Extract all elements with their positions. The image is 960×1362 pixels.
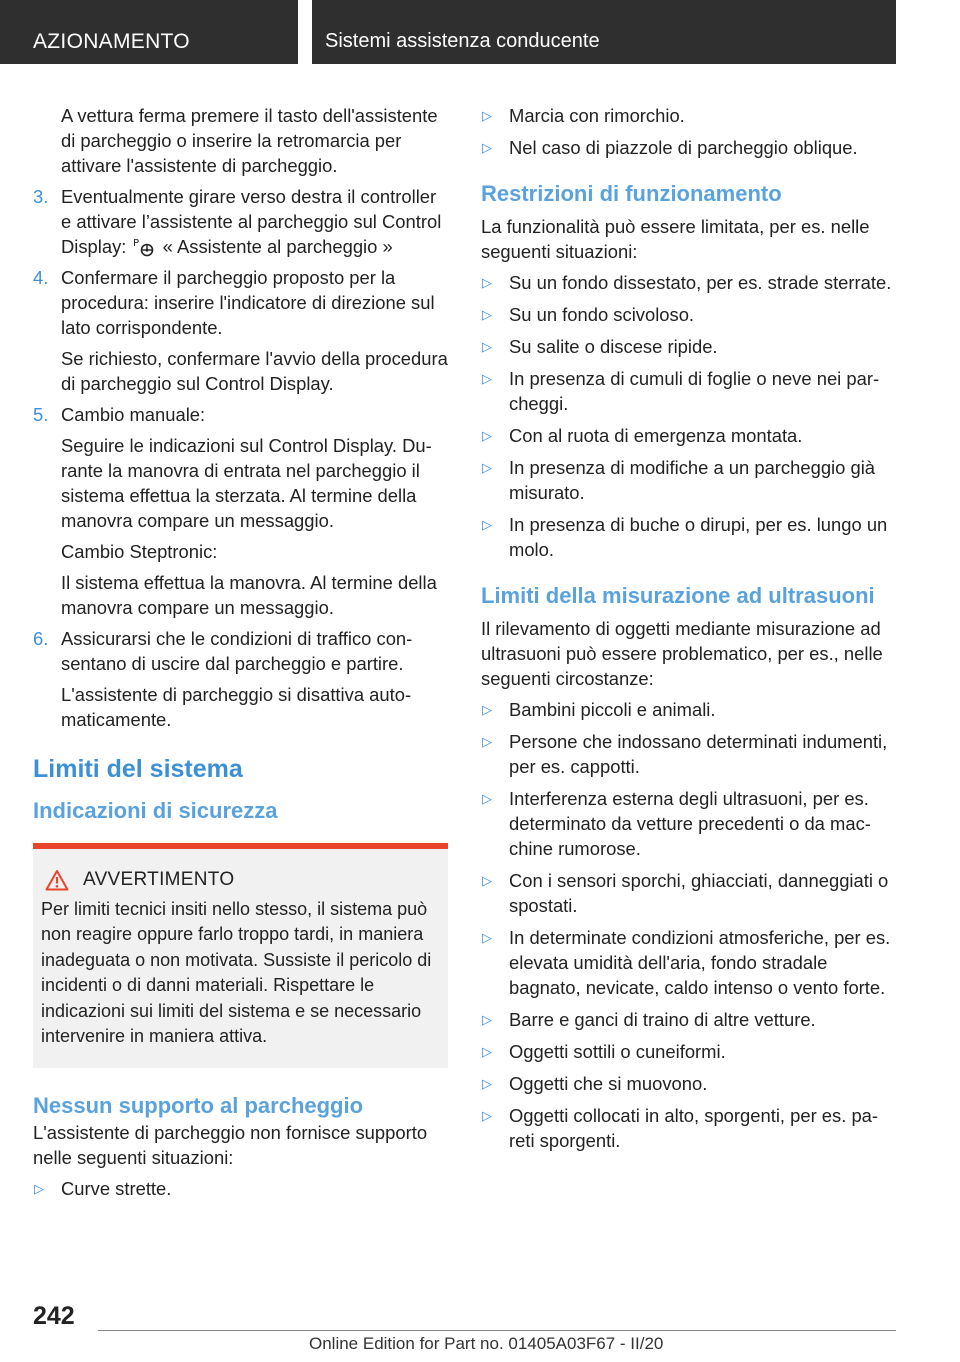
heading-safety: Indicazioni di sicurezza [33,798,278,823]
list-item-text: Nel caso di piazzole di parcheggio oblique. [509,137,858,158]
step-intro-text: A vettura ferma premere il tasto dell'assistente di parcheggio o inserire la retromarcia per attivare l'assistente di parcheggio. [61,105,438,176]
header-chapter [312,0,896,64]
list-item [33,1176,448,1201]
list-item-text: In presenza di cumuli di foglie o neve nei parcheggi. [509,368,880,414]
list-item [481,1039,896,1064]
list-item-text: Su un fondo dissestato, per es. strade sterrate. [509,272,892,293]
step-text-extra: Se richiesto, confermare l'avvio della procedura di parcheggio sul Control Display. [61,348,448,394]
triangle-bullet-icon: ▷ [482,275,492,290]
step-text: Confermare il parcheggio proposto per la procedura: inserire l'indicatore di direzione sul lato corrispondente. [61,267,435,338]
triangle-bullet-icon: ▷ [482,140,492,155]
right-column [481,103,896,1160]
footer-edition: Online Edition for Part no. 01405A03F67 - II/20 [309,1334,664,1353]
step-number: 6. [33,628,49,649]
list-item-text: Con al ruota di emergenza montata. [509,425,803,446]
triangle-bullet-icon: ▷ [482,1108,492,1123]
list-item [481,270,896,295]
parking-assistant-icon [132,237,158,257]
triangle-bullet-icon: ▷ [482,339,492,354]
step-3 [33,184,448,259]
list-item [481,334,896,359]
triangle-bullet-icon: ▷ [482,371,492,386]
step-4 [33,265,448,396]
list-item-text: In presenza di buche o dirupi, per es. lungo un molo. [509,514,888,560]
list-item [481,786,896,861]
list-item [481,925,896,1000]
step-text-extra: Seguire le indicazioni sul Control Display. Durante la manovra di entrata nel parcheggio il sistema effettua la sterzata. Al termine della manovra compare un messaggio. [61,435,432,531]
triangle-bullet-icon: ▷ [482,734,492,749]
list-item [481,1007,896,1032]
step-text-menu: « Assistente al parcheggio » [162,236,393,257]
step-text-extra: L'assistente di parcheggio si disattiva automaticamente. [61,684,412,730]
step-number: 3. [33,186,49,207]
list-item [481,423,896,448]
list-item-text: Persone che indossano determinati indumenti, per es. cappotti. [509,731,888,777]
step-5 [33,402,448,620]
list-item-text: Su salite o discese ripide. [509,336,718,357]
heading-no-parking-support: Nessun supporto al parcheggio [33,1092,364,1118]
warning-title: AVVERTIMENTO [83,869,235,890]
triangle-bullet-icon: ▷ [482,1044,492,1059]
restrictions-intro: La funzionalità può essere limitata, per es. nelle seguenti situazioni: [481,216,870,262]
header-section-label: AZIONAMENTO [33,30,190,53]
footer-divider [98,1330,896,1331]
list-item [481,1071,896,1096]
step-number: 5. [33,404,49,425]
list-item-text: Interferenza esterna degli ultrasuoni, per es. determinato da vetture precedenti o da macchine rumorose. [509,788,871,859]
header-chapter-label: Sistemi assistenza conducente [325,30,600,52]
list-item [481,103,896,128]
step-text-extra: Cambio Steptronic: [61,541,218,562]
heading-system-limits: Limiti del sistema [33,755,243,783]
list-item [481,512,896,562]
warning-title-row [41,867,440,893]
triangle-bullet-icon: ▷ [482,108,492,123]
list-item [481,135,896,160]
list-item-text: Su un fondo scivoloso. [509,304,695,325]
step-text: Assicurarsi che le condizioni di traffico consentano di uscire dal parcheggio e partire. [61,628,413,674]
svg-text:P: P [132,238,139,249]
triangle-bullet-icon: ▷ [482,517,492,532]
triangle-bullet-icon: ▷ [482,930,492,945]
no-support-intro: L'assistente di parcheggio non fornisce supporto nelle seguenti situazioni: [33,1121,428,1168]
triangle-bullet-icon: ▷ [482,873,492,888]
list-item [481,697,896,722]
triangle-bullet-icon: ▷ [482,307,492,322]
list-item-text: In determinate condizioni atmosferiche, per es. elevata umidità dell'aria, fondo stradale bagnato, nevicate, caldo intenso o vento forte. [509,927,891,998]
list-item [481,1103,896,1153]
triangle-bullet-icon: ▷ [482,791,492,806]
triangle-bullet-icon: ▷ [34,1180,44,1196]
header-section [0,0,298,64]
triangle-bullet-icon: ▷ [482,702,492,717]
heading-ultrasound-limits: Limiti della misurazione ad ultrasuoni [481,583,875,608]
list-item-text: Con i sensori sporchi, ghiacciati, danneggiati o spostati. [509,870,889,916]
list-item [481,868,896,918]
list-item-text: Bambini piccoli e animali. [509,699,716,720]
heading-restrictions: Restrizioni di funzionamento [481,181,782,206]
triangle-bullet-icon: ▷ [482,460,492,475]
step-text-extra: Il sistema effettua la manovra. Al termine della manovra compare un messaggio. [61,572,437,618]
list-item-text: In presenza di modifiche a un parcheggio già misurato. [509,457,876,503]
list-item [481,366,896,416]
step-text: Eventualmente girare verso destra il controller e attivare l’assistente al parcheggio sul Control Display: [61,186,442,257]
list-item-text: Oggetti collocati in alto, sporgenti, per es. pareti sporgenti. [509,1105,879,1151]
list-item [481,302,896,327]
step-6 [33,626,448,732]
warning-box [33,843,448,1068]
triangle-bullet-icon: ▷ [482,1076,492,1091]
ultrasound-intro: Il rilevamento di oggetti mediante misurazione ad ultrasuoni può essere problematico, per es., nelle seguenti circostanze: [481,618,883,689]
warning-text: Per limiti tecnici insiti nello stesso, il sistema può non reagire oppure farlo troppo tardi, in maniera inadeguata o non motivata. Sussiste il pericolo di incidenti o di danni materiali. Rispettare le indicazioni sui limiti del sistema e se necessario intervenire in maniera attiva. [41,898,432,1046]
list-item [481,729,896,779]
list-item-text: Curve strette. [61,1177,172,1199]
list-item-text: Marcia con rimorchio. [509,105,685,126]
warning-triangle-icon [45,869,69,891]
list-item-text: Barre e ganci di traino di altre vetture. [509,1009,816,1030]
list-item-text: Oggetti sottili o cuneiformi. [509,1041,726,1062]
step-number: 4. [33,267,49,288]
step-text: Cambio manuale: [61,404,206,425]
list-item-text: Oggetti che si muovono. [509,1073,708,1094]
page-number: 242 [33,1302,75,1330]
triangle-bullet-icon: ▷ [482,428,492,443]
triangle-bullet-icon: ▷ [482,1012,492,1027]
left-column [33,103,448,1208]
list-item [481,455,896,505]
